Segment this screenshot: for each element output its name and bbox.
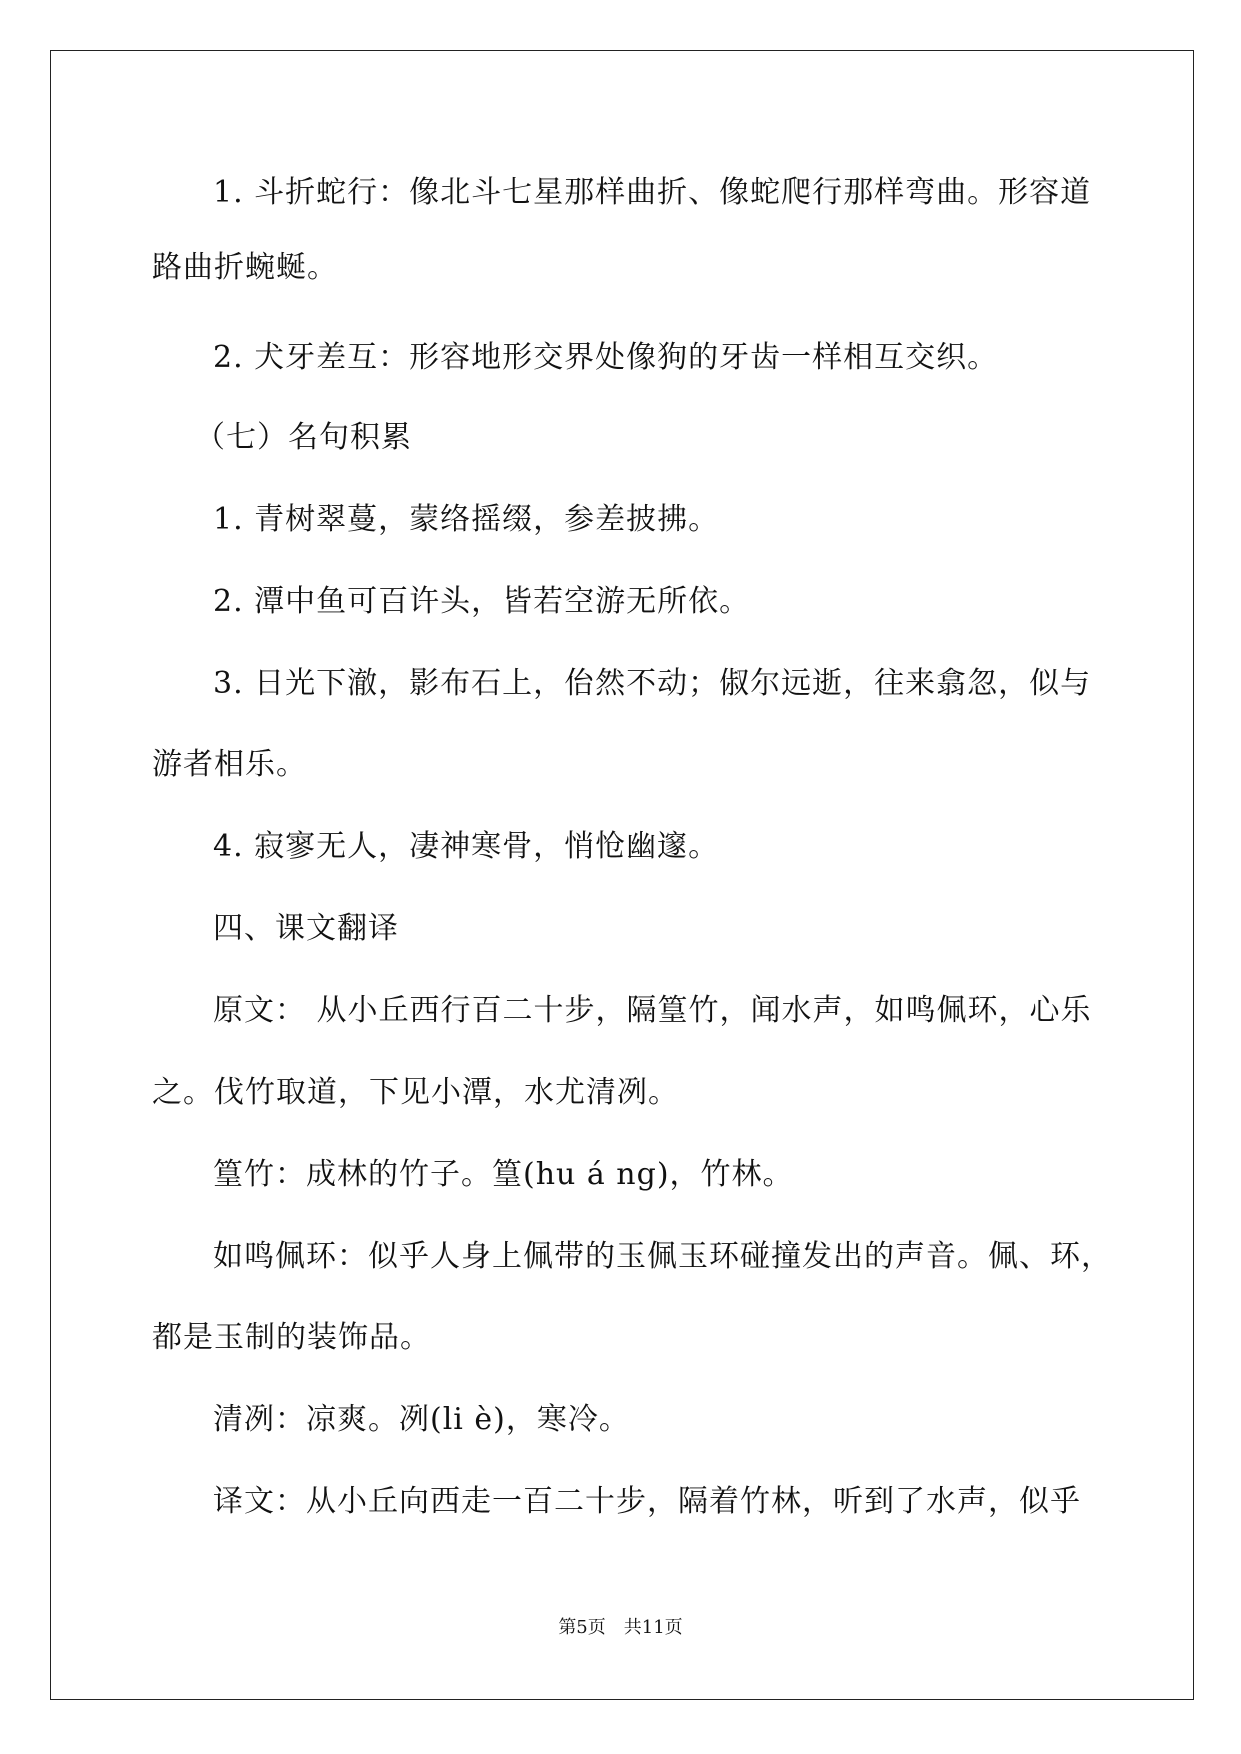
text-line: 1. 青树翠蔓，蒙络摇缀，参差披拂。 — [213, 502, 720, 537]
section-heading: 四、课文翻译 — [213, 911, 399, 946]
text-line: 3. 日光下澈，影布石上，佁然不动；俶尔远逝，往来翕忽，似与 — [213, 666, 1092, 701]
text-line: 都是玉制的装饰品。 — [152, 1320, 431, 1355]
text-line: 4. 寂寥无人，凄神寒骨，悄怆幽邃。 — [213, 829, 720, 864]
page-border — [50, 50, 1194, 1700]
text-line: 2. 潭中鱼可百许头，皆若空游无所依。 — [213, 584, 751, 619]
text-line: 游者相乐。 — [152, 747, 307, 782]
text-line: 1. 斗折蛇行：像北斗七星那样曲折、像蛇爬行那样弯曲。形容道 — [213, 175, 1092, 210]
text-line: 原文： 从小丘西行百二十步，隔篁竹，闻水声，如鸣佩环，心乐 — [213, 993, 1092, 1028]
text-line: 2. 犬牙差互：形容地形交界处像狗的牙齿一样相互交织。 — [213, 340, 999, 375]
text-line: 路曲折蜿蜒。 — [152, 250, 338, 285]
section-heading: （七）名句积累 — [195, 420, 412, 455]
text-line: 清冽：凉爽。冽(li è)，寒冷。 — [213, 1402, 630, 1437]
text-line: 如鸣佩环：似乎人身上佩带的玉佩玉环碰撞发出的声音。佩、环， — [213, 1239, 1112, 1274]
text-line: 译文：从小丘向西走一百二十步，隔着竹林，听到了水声，似乎 — [213, 1484, 1081, 1519]
page-number: 第5页 共11页 — [558, 1617, 683, 1638]
text-line: 之。伐竹取道，下见小潭，水尤清冽。 — [152, 1075, 679, 1110]
text-line: 篁竹：成林的竹子。篁(hu á ng)，竹林。 — [213, 1157, 794, 1192]
